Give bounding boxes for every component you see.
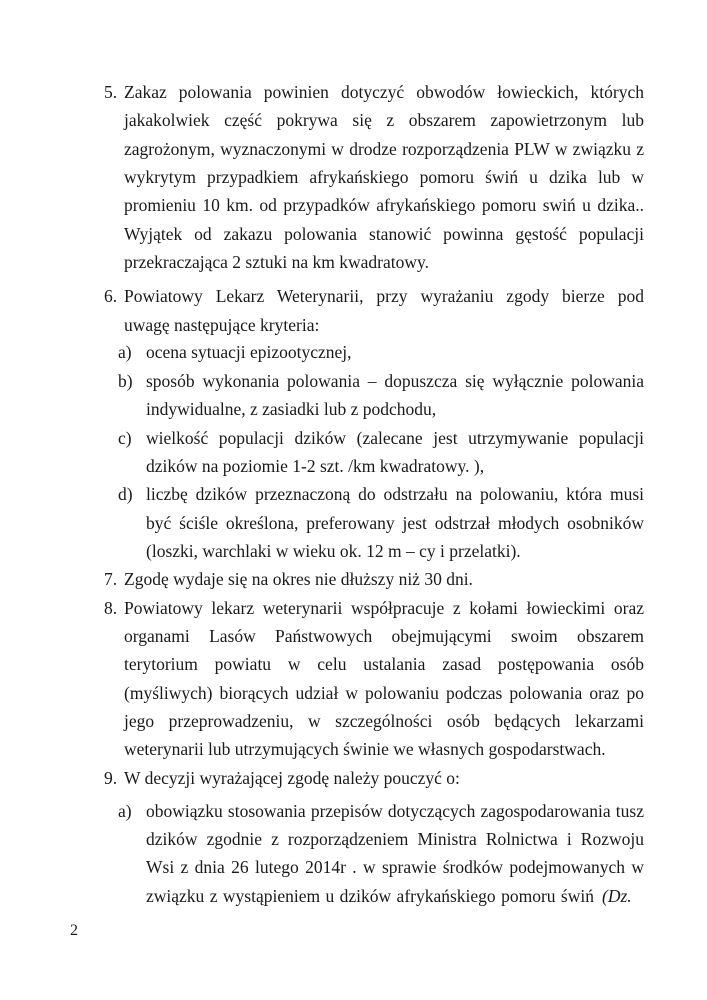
item-text-line: obowiązku stosowania przepisów dotyczących zagospodarowania tusz	[146, 801, 644, 821]
item-text-line: wielkość populacji dzików (zalecane jest utrzymywanie populacji	[146, 428, 644, 448]
item-text-line: Powiatowy lekarz weterynarii współpracuje z kołami łowieckimi oraz	[124, 598, 644, 618]
item-text-line: ocena sytuacji epizootycznej,	[146, 342, 352, 362]
item-number: 9.	[104, 768, 118, 788]
item-text-line: terytorium powiatu w celu ustalania zasad postępowania osób	[124, 654, 644, 674]
item-letter: a)	[118, 801, 132, 821]
item-text-line: (myśliwych) biorących udział w polowaniu podczas polowania oraz po	[124, 683, 644, 703]
item-text-line: jakakolwiek część pokrywa się z obszarem zapowietrzonym lub	[124, 110, 644, 130]
item-text-line: związku z wystąpieniem u dzików afrykańskiego pomoru świń	[146, 886, 594, 906]
item-text-line: liczbę dzików przeznaczoną do odstrzału na polowaniu, która musi	[146, 484, 644, 504]
item-number: 8.	[104, 598, 118, 618]
item-text-line: (loszki, warchlaki w wieku ok. 12 m – cy i przelatki).	[146, 541, 521, 561]
item-text-line: Powiatowy Lekarz Weterynarii, przy wyrażaniu zgody bierze pod	[124, 286, 644, 306]
item-text-line: Zakaz polowania powinien dotyczyć obwodów łowieckich, których	[124, 82, 644, 102]
item-text-line: indywidualne, z zasiadki lub z podchodu,	[146, 399, 437, 419]
item-letter: d)	[118, 484, 133, 504]
item-text-line: W decyzji wyrażającej zgodę należy pouczyć o:	[124, 768, 460, 788]
item-letter: b)	[118, 371, 133, 391]
citation-italic: (Dz.	[602, 886, 632, 906]
page-number: 2	[70, 922, 78, 939]
item-text-line: wykrytym przypadkiem afrykańskiego pomoru świń u dzika lub w	[124, 167, 644, 187]
item-text-line: organami Lasów Państwowych obejmującymi swoim obszarem	[124, 626, 644, 646]
item-text-line: sposób wykonania polowania – dopuszcza się wyłącznie polowania	[146, 371, 644, 391]
item-text-line: weterynarii lub utrzymujących świnie we własnych gospodarstwach.	[124, 739, 606, 759]
item-text-line: jego przeprowadzeniu, w szczególności osób będących lekarzami	[124, 711, 644, 731]
item-text-line-italic	[602, 888, 632, 906]
item-number: 7.	[104, 569, 118, 589]
item-text-line: promieniu 10 km. od przypadków afrykańskiego pomoru swiń u dzika..	[124, 195, 644, 215]
item-text-line: dzików zgodnie z rozporządzeniem Ministra Rolnictwa i Rozwoju	[146, 829, 644, 849]
item-text-line: zagrożonym, wyznaczonymi w drodze rozporządzenia PLW w związku z	[124, 139, 644, 159]
item-number: 6.	[104, 286, 118, 306]
item-letter: c)	[118, 428, 132, 448]
item-text-line: Wsi z dnia 26 lutego 2014r . w sprawie środków podejmowanych w	[146, 857, 644, 877]
item-text-line: przekraczająca 2 sztuki na km kwadratowy.	[124, 252, 429, 272]
item-text-line: być ściśle określona, preferowany jest odstrzał młodych osobników	[146, 513, 644, 533]
item-text-line: uwagę następujące kryteria:	[124, 315, 320, 335]
item-text-line: Zgodę wydaje się na okres nie dłuższy niż 30 dni.	[124, 569, 473, 589]
item-text-line: dzików na poziomie 1-2 szt. /km kwadratowy. ),	[146, 456, 485, 476]
item-letter: a)	[118, 342, 132, 362]
item-text-line: Wyjątek od zakazu polowania stanowić powinna gęstość populacji	[124, 224, 644, 244]
item-number: 5.	[104, 82, 118, 102]
